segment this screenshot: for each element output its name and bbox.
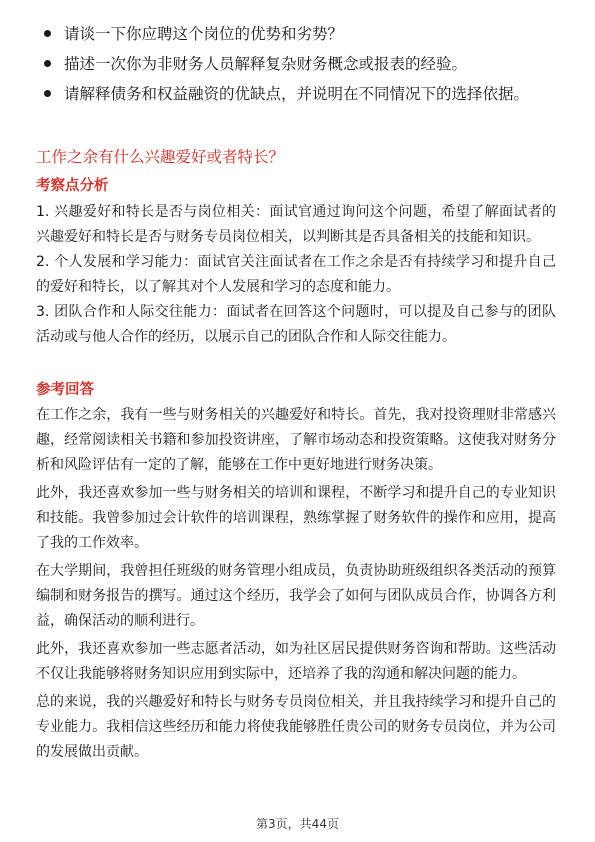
page-number: 第3页，共44页	[256, 817, 339, 831]
answer-paragraph: 在工作之余，我有一些与财务相关的兴趣爱好和特长。首先，我对投资理财非常感兴趣，经常阅读相关书籍和参加投资讲座，了解市场动态和投资策略。这使我对财务分析和风险评估有一定的了解，能够在工作中更好地进行财务决策。	[36, 407, 556, 473]
analysis-item: 2. 个人发展和学习能力：面试官关注面试者在工作之余是否有持续学习和提升自己的爱好和特长，以了解其对个人发展和学习的态度和能力。	[36, 254, 556, 295]
bullet-item	[42, 52, 552, 76]
answer-heading: 参考回答	[36, 382, 94, 398]
answer-paragraph: 此外，我还喜欢参加一些志愿者活动，如为社区居民提供财务咨询和帮助。这些活动不仅让我能够将财务知识应用到实际中，还培养了我的沟通和解决问题的能力。	[36, 641, 556, 682]
question-title: 工作之余有什么兴趣爱好或者特长？	[36, 148, 285, 166]
bullet-item	[42, 22, 552, 46]
analysis-list	[36, 200, 556, 350]
answer-body	[36, 403, 556, 768]
answer-paragraph: 总的来说，我的兴趣爱好和特长与财务专员岗位相关，并且我持续学习和提升自己的专业能力。我相信这些经历和能力将使我能够胜任贵公司的财务专员岗位，并为公司的发展做出贡献。	[36, 694, 556, 760]
analysis-heading: 考察点分析	[36, 178, 109, 194]
bullet-dot-icon	[44, 90, 51, 97]
bullet-text: 请解释债务和权益融资的优缺点，并说明在不同情况下的选择依据。	[64, 85, 530, 103]
answer-paragraph: 在大学期间，我曾担任班级的财务管理小组成员，负责协助班级组织各类活动的预算编制和财务报告的撰写。通过这个经历，我学会了如何与团队成员合作，协调各方利益，确保活动的顺利进行。	[36, 563, 556, 629]
answer-paragraph: 此外，我还喜欢参加一些与财务相关的培训和课程，不断学习和提升自己的专业知识和技能。我曾参加过会计软件的培训课程，熟练掌握了财务软件的操作和应用，提高了我的工作效率。	[36, 485, 556, 551]
bullet-item	[42, 82, 552, 106]
analysis-item: 1. 兴趣爱好和特长是否与岗位相关：面试官通过询问这个问题，希望了解面试者的兴趣爱好和特长是否与财务专员岗位相关，以判断其是否具备相关的技能和知识。	[36, 204, 556, 245]
bullet-dot-icon	[44, 60, 51, 67]
bullet-text: 请谈一下你应聘这个岗位的优势和劣势？	[64, 25, 344, 43]
analysis-item: 3. 团队合作和人际交往能力：面试者在回答这个问题时，可以提及自己参与的团队活动或与他人合作的经历，以展示自己的团队合作和人际交往能力。	[36, 304, 556, 345]
question-bullet-list	[42, 22, 552, 112]
bullet-dot-icon	[44, 30, 51, 37]
bullet-text: 描述一次你为非财务人员解释复杂财务概念或报表的经验。	[64, 55, 468, 73]
